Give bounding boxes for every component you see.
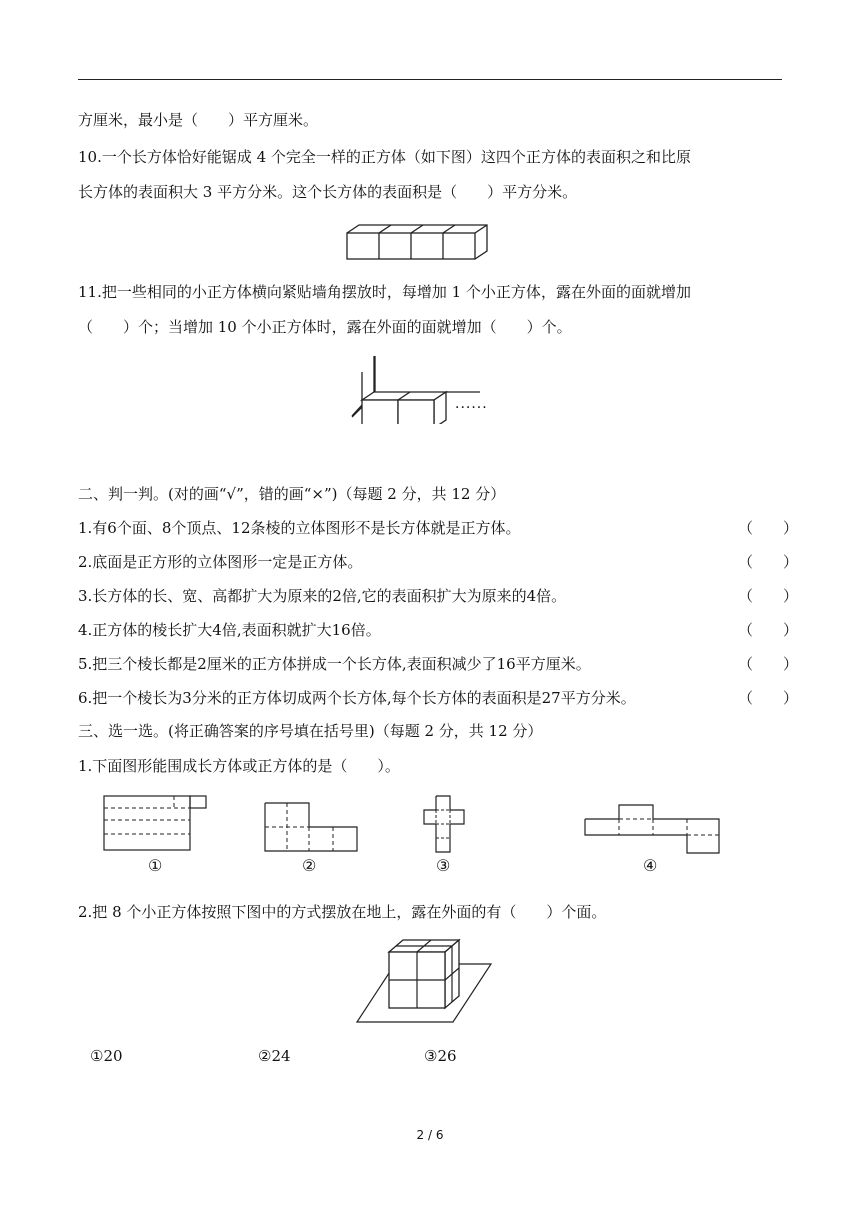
- judge-answer-paren-1[interactable]: （ ）: [738, 519, 799, 537]
- judge-answer-paren-4[interactable]: （ ）: [738, 621, 799, 639]
- judge-answer-paren-2[interactable]: （ ）: [738, 553, 799, 571]
- net-label-3: ③: [436, 856, 451, 875]
- net-label-1: ①: [148, 856, 163, 875]
- judge-answer-paren-3[interactable]: （ ）: [738, 587, 799, 605]
- judge-item-1: 1.有6个面、8个顶点、12条棱的立体图形不是长方体就是正方体。: [78, 519, 521, 537]
- q10-line1: 10.一个长方体恰好能锯成 4 个完全一样的正方体（如下图）这四个正方体的表面积之和比原: [78, 148, 691, 166]
- judge-answer-paren-5[interactable]: （ ）: [738, 655, 799, 673]
- select-q2-text: 2.把 8 个小正方体按照下图中的方式摆放在地上，露在外面的有（ ）个面。: [78, 903, 607, 921]
- eight-cubes-figure: [355, 936, 495, 1026]
- judge-item-6: 6.把一个棱长为3分米的正方体切成两个长方体,每个长方体的表面积是27平方分米。: [78, 689, 636, 707]
- net-figure-4: [583, 803, 723, 855]
- judge-item-4: 4.正方体的棱长扩大4倍,表面积就扩大16倍。: [78, 621, 381, 639]
- judge-item-3: 3.长方体的长、宽、高都扩大为原来的2倍,它的表面积扩大为原来的4倍。: [78, 587, 567, 605]
- judge-answer-paren-6[interactable]: （ ）: [738, 689, 799, 707]
- net-figure-3: [422, 794, 466, 854]
- net-label-2: ②: [302, 856, 317, 875]
- section2-heading: 二、判一判。(对的画“√”，错的画“×”)（每题 2 分，共 12 分）: [78, 485, 506, 503]
- judge-item-2: 2.底面是正方形的立体图形一定是正方体。: [78, 553, 363, 571]
- choice-1: ①20: [90, 1047, 123, 1065]
- select-q1-text: 1.下面图形能围成长方体或正方体的是（ ）。: [78, 757, 400, 775]
- q11-line2: （ ）个；当增加 10 个小正方体时，露在外面的面就增加（ ）个。: [78, 318, 572, 336]
- net-figure-1: [102, 794, 210, 852]
- judge-item-5: 5.把三个棱长都是2厘米的正方体拼成一个长方体,表面积减少了16平方厘米。: [78, 655, 591, 673]
- choice-2: ②24: [258, 1047, 291, 1065]
- q11-continuation-dots: ······: [455, 400, 488, 416]
- q10-four-cubes-figure: [345, 222, 490, 262]
- q11-line1: 11.把一些相同的小正方体横向紧贴墙角摆放时，每增加 1 个小正方体，露在外面的面就增加: [78, 283, 691, 301]
- net-label-4: ④: [643, 856, 658, 875]
- q9-tail: 方厘米，最小是（ ）平方厘米。: [78, 111, 319, 129]
- header-rule: [78, 79, 782, 80]
- net-figure-2: [263, 801, 361, 853]
- page-number: 2 / 6: [416, 1128, 444, 1142]
- section3-heading: 三、选一选。(将正确答案的序号填在括号里)（每题 2 分，共 12 分）: [78, 722, 543, 740]
- q10-line2: 长方体的表面积大 3 平方分米。这个长方体的表面积是（ ）平方分米。: [78, 183, 578, 201]
- choice-3: ③26: [424, 1047, 457, 1065]
